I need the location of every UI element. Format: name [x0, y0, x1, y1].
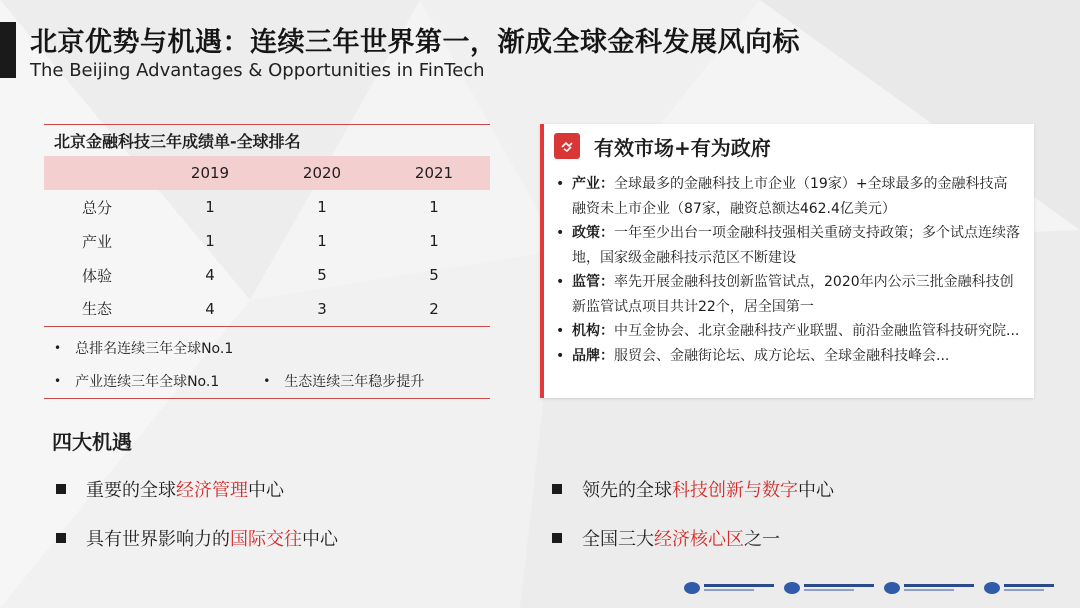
square-bullet-icon: [552, 484, 562, 494]
note-item: [44, 365, 490, 399]
table-cell: 5: [429, 266, 439, 284]
opportunity-item: [552, 525, 780, 551]
list-item: [554, 344, 1020, 369]
opportunity-item: [56, 525, 338, 551]
market-government-card: [540, 124, 1034, 398]
item-key: 政策：: [572, 225, 614, 241]
item-text: 服贸会、金融街论坛、成方论坛、全球金融科技峰会...: [614, 347, 950, 364]
table-cell: 4: [154, 292, 266, 326]
table-cell: 4: [205, 266, 215, 284]
table-header-row: [44, 156, 490, 190]
column-header: 2020: [302, 164, 342, 182]
table-cell: 1: [429, 232, 439, 250]
opp-text: 之一: [744, 529, 780, 550]
bullet-icon: •: [263, 374, 271, 388]
opp-highlight: 国际交往: [230, 529, 302, 550]
item-text: 率先开展金融科技创新监管试点，2020年内公示三批金融科技创新监管试点项目共计22个，居全国第一: [572, 274, 1014, 315]
table-cell: 2: [378, 292, 490, 326]
note-text: 生态连续三年稳步提升: [284, 374, 425, 390]
item-text: 中互金协会、北京金融科技产业联盟、前沿金融监管科技研究院...: [614, 323, 1020, 339]
row-label: 总分: [82, 198, 113, 217]
square-bullet-icon: [56, 533, 66, 543]
bullet-icon: •: [54, 374, 62, 388]
item-text: 全球最多的金融科技上市企业（19家）+全球最多的金融科技高融资未上市企业（87家，融资总额达462.4亿美元）: [572, 176, 1008, 217]
item-key: 机构：: [572, 323, 614, 339]
table-corner: [44, 156, 154, 190]
opp-highlight: 经济核心区: [654, 529, 744, 550]
table-cell: 5: [317, 266, 327, 284]
university-logo: [784, 582, 874, 594]
list-item: [554, 319, 1020, 344]
item-key: 产业：: [572, 176, 614, 192]
table-cell: 3: [266, 292, 378, 326]
table-cell: 1: [317, 198, 327, 216]
opp-text: 全国三大: [582, 529, 654, 550]
list-item: [554, 221, 1020, 270]
ranking-panel: [44, 124, 490, 399]
card-list: [544, 168, 1034, 368]
note-text: 总排名连续三年全球No.1: [75, 340, 234, 357]
column-header: 2019: [190, 164, 230, 182]
table-row: [44, 224, 490, 258]
note-text: 产业连续三年全球No.1: [75, 374, 220, 390]
association-logo: [984, 582, 1054, 594]
table-cell: 1: [317, 232, 327, 250]
opportunity-item: [552, 476, 834, 502]
item-text: 一年至少出台一项金融科技强相关重磅支持政策；多个试点连续落地，国家级金融科技示范区不断建设: [572, 225, 1020, 266]
table-cell: 1: [205, 198, 215, 216]
table-row: [44, 292, 490, 326]
row-label: 产业: [82, 232, 113, 251]
opp-text: 中心: [248, 480, 284, 501]
opp-text: 领先的全球: [582, 480, 672, 501]
opp-text: 重要的全球: [86, 480, 176, 501]
column-header: 2021: [414, 164, 454, 182]
table-cell: 1: [205, 232, 215, 250]
note-item: [44, 331, 490, 365]
title-accent-bar: [0, 22, 16, 78]
opp-highlight: 科技创新与数字: [672, 480, 798, 501]
list-item: [554, 172, 1020, 221]
ranking-notes: [44, 331, 490, 399]
opp-text: 中心: [798, 480, 834, 501]
list-item: [554, 270, 1020, 319]
card-title: 有效市场+有为政府: [594, 135, 771, 160]
opp-text: 中心: [302, 529, 338, 550]
table-cell: 1: [429, 198, 439, 216]
institute-logo: [684, 582, 774, 594]
table-row: [44, 258, 490, 292]
card-header: [544, 124, 1034, 168]
bullet-icon: •: [54, 340, 62, 355]
item-key: 品牌：: [572, 347, 614, 364]
opp-text: 具有世界影响力的: [86, 529, 230, 550]
ranking-table: [44, 156, 490, 327]
page-subtitle: The Beijing Advantages & Opportunities in FinTech: [30, 60, 485, 81]
opportunity-item: [56, 476, 284, 502]
square-bullet-icon: [56, 484, 66, 494]
square-bullet-icon: [552, 533, 562, 543]
page-title: 北京优势与机遇：连续三年世界第一，渐成全球金科发展风向标: [30, 27, 800, 58]
footer-logos: [684, 582, 1054, 594]
row-label: 生态: [44, 292, 154, 326]
opp-highlight: 经济管理: [176, 480, 248, 501]
item-key: 监管：: [572, 274, 614, 290]
opportunities-title: 四大机遇: [52, 430, 132, 454]
table-row: [44, 190, 490, 224]
row-label: 体验: [82, 266, 113, 285]
business-school-logo: [884, 582, 974, 594]
handshake-icon: [554, 133, 580, 159]
ranking-title: 北京金融科技三年成绩单-全球排名: [44, 124, 490, 156]
